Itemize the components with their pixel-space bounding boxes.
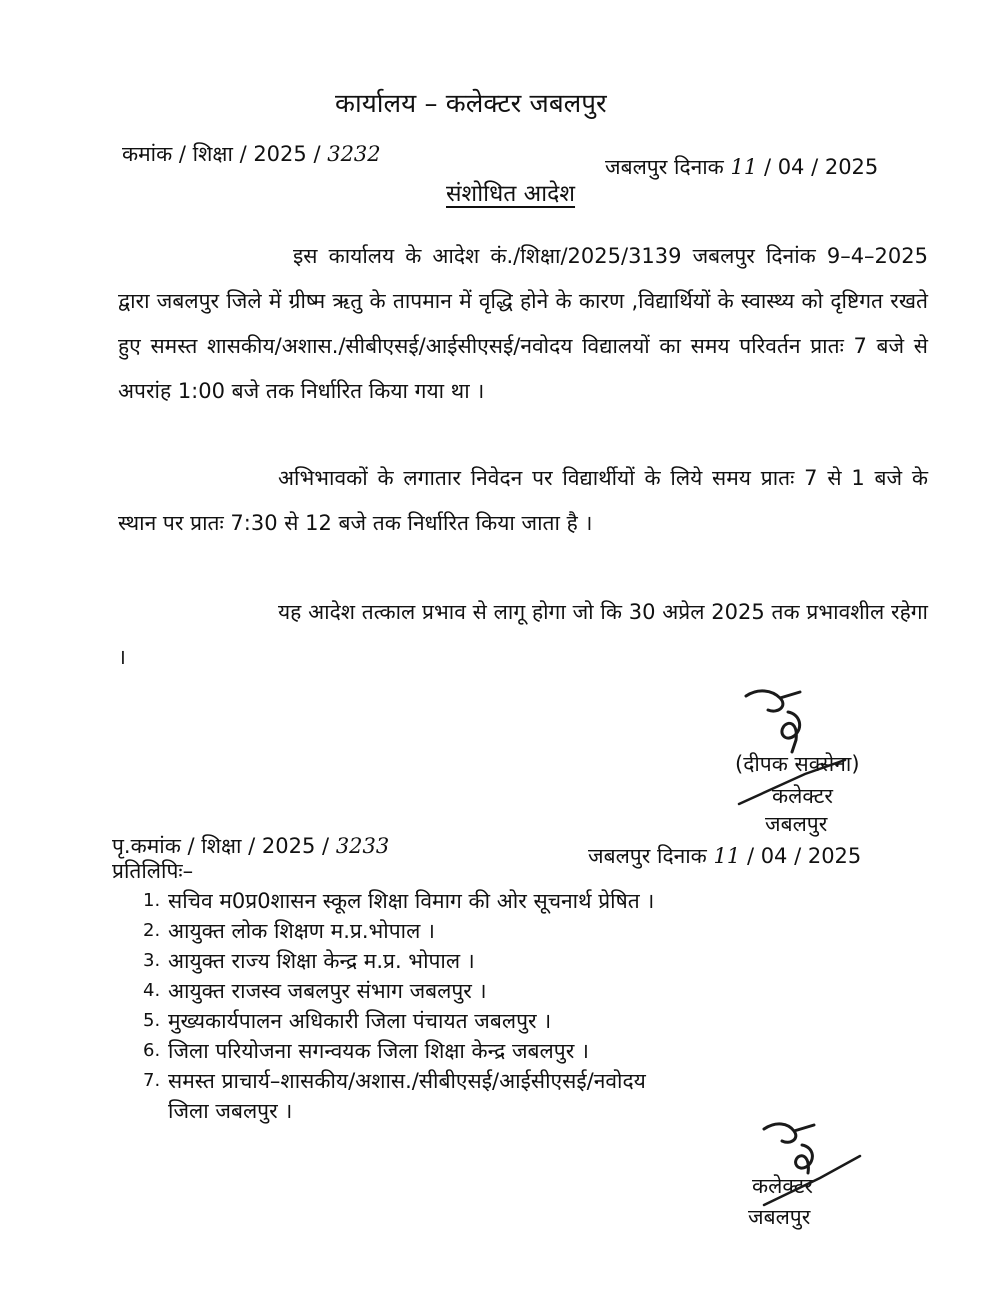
order-date (605, 153, 878, 181)
list-item-number: 1. (143, 890, 161, 911)
list-item-number: 6. (143, 1040, 161, 1061)
copy-date (588, 842, 861, 870)
list-item-number: 5. (143, 1010, 161, 1031)
signature-mark (738, 684, 818, 754)
list-item-number: 3. (143, 950, 161, 971)
list-item-text: जिला परियोजना सगन्वयक जिला शिक्षा केन्द्र जबलपुर । (168, 1039, 589, 1063)
order-date-label: जबलपुर दिनाक (605, 155, 724, 179)
order-date-day: 11 (730, 155, 758, 179)
list-item-text: आयुक्त राज्य शिक्षा केन्द्र म.प्र. भोपाल । (168, 949, 475, 973)
paragraph-3 (118, 590, 928, 680)
list-item (118, 976, 654, 1006)
list-item-text: आयुक्त राजस्व जबलपुर संभाग जबलपुर । (168, 979, 487, 1003)
copy-date-day: 11 (713, 844, 741, 868)
list-item (118, 916, 654, 946)
office-title: कार्यालय – कलेक्टर जबलपुर (335, 89, 607, 119)
signatory-place: जबलपुर (765, 812, 828, 836)
list-item-text-continued: जिला जबलपुर । (168, 1099, 293, 1123)
paragraph-1 (118, 234, 928, 414)
paragraph-2 (118, 456, 928, 546)
signatory-designation: कलेक्टर (772, 784, 833, 808)
list-item (118, 946, 654, 976)
copy-list (118, 886, 654, 1126)
order-date-rest: / 04 / 2025 (763, 155, 879, 179)
signature-strike-footer (760, 1150, 870, 1210)
copy-date-label: जबलपुर दिनाक (588, 844, 707, 868)
copy-ref (112, 832, 389, 860)
list-item (118, 886, 654, 916)
order-heading: संशोधित आदेश (446, 181, 576, 207)
copy-date-rest: / 04 / 2025 (746, 844, 862, 868)
paragraph-2-text: अभिभावकों के लगातार निवेदन पर विद्यार्थीयों के लिये समय प्रातः 7 से 1 बजे के स्थान पर प्रातः 7:30 से 12 बजे तक निर्धारित किया जाता है । (118, 466, 928, 535)
footer-place: जबलपुर (748, 1205, 811, 1229)
signature-strike (735, 752, 875, 812)
list-item-text: मुख्यकार्यपालन अधिकारी जिला पंचायत जबलपुर । (168, 1009, 552, 1033)
list-item (118, 1066, 654, 1126)
footer-designation: कलेक्टर (752, 1174, 813, 1198)
paragraph-1-text: इस कार्यालय के आदेश कं./शिक्षा/2025/3139 जबलपुर दिनांक 9–4–2025 द्वारा जबलपुर जिले में ग्रीष्म ऋतु के तापमान में वृद्धि होने के कारण ,विद्यार्थियों के स्वास्थ्य को दृष्टिगत रखते हुए समस्त शासकीय/अशास./सीबीएसई/आईसीएसई/नवोदय विद्यालयों का समय परिवर्तन प्रातः 7 बजे से अपरांह 1:00 बजे तक निर्धारित किया गया था । (118, 244, 928, 403)
paragraph-3-text: यह आदेश तत्काल प्रभाव से लागू होगा जो कि 30 अप्रेल 2025 तक प्रभावशील रहेगा । (118, 600, 928, 669)
order-ref-number: 3232 (327, 142, 381, 166)
copy-ref-prefix: पृ.कमांक / शिक्षा / 2025 / (112, 834, 330, 858)
list-item-number: 2. (143, 920, 161, 941)
order-ref (122, 140, 381, 168)
list-item (118, 1036, 654, 1066)
list-item-text: आयुक्त लोक शिक्षण म.प्र.भोपाल । (168, 919, 435, 943)
list-item (118, 1006, 654, 1036)
list-item-text: समस्त प्राचार्य–शासकीय/अशास./सीबीएसई/आईसीएसई/नवोदय (168, 1069, 646, 1093)
list-item-number: 7. (143, 1070, 161, 1091)
copy-label: प्रतिलिपिः– (112, 859, 194, 883)
list-item-number: 4. (143, 980, 161, 1001)
order-ref-prefix: कमांक / शिक्षा / 2025 / (122, 142, 321, 166)
copy-ref-number: 3233 (335, 834, 390, 858)
list-item-text: सचिव म0प्र0शासन स्कूल शिक्षा विमाग की ओर सूचनार्थ प्रेषित । (168, 889, 655, 913)
signatory-name: (दीपक सक्सेना) (735, 752, 860, 776)
